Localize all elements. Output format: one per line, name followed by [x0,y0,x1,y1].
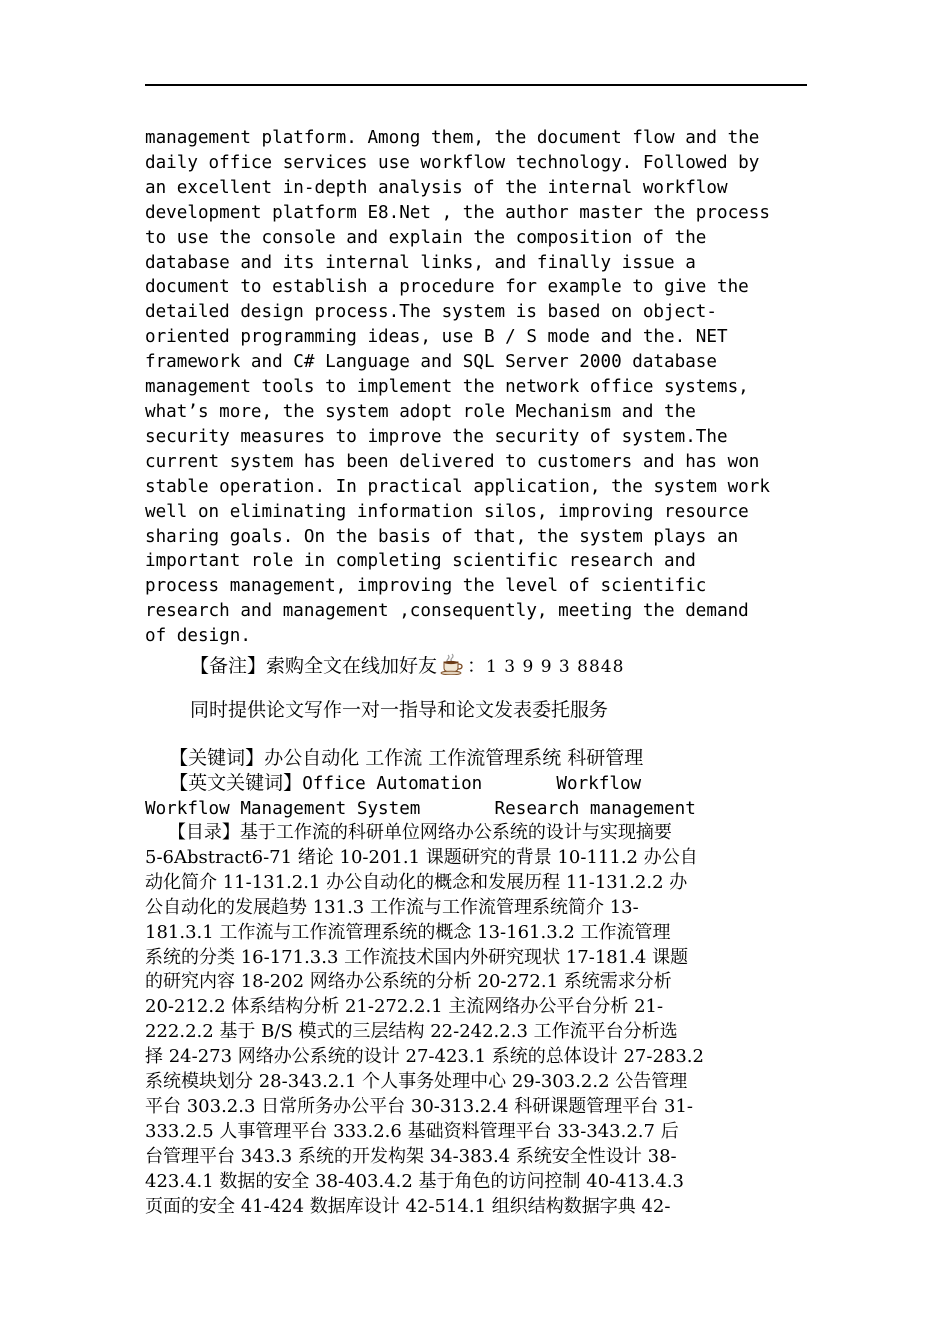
toc-line: 系统的分类 16-171.3.3 工作流技术国内外研究现状 17-181.4 课题 [145,946,689,968]
note-label: 【备注】索购全文在线加好友 [190,655,438,677]
toc-line: 5-6Abstract6-71 绪论 10-201.1 课题研究的背景 10-111.2 办公自 [145,846,698,868]
abstract-line: important role in completing scientific research and [145,551,696,572]
toc-line: 择 24-273 网络办公系统的设计 27-423.1 系统的总体设计 27-283.2 [145,1046,704,1068]
cn-keywords-value: 办公自动化 工作流 工作流管理系统 科研管理 [264,747,644,769]
abstract-line: oriented programming ideas, use B / S mode and the. NET [145,327,728,348]
abstract-line: well on eliminating information silos, improving resource [145,501,749,522]
toc-line: 181.3.1 工作流与工作流管理系统的概念 13-161.3.2 工作流管理 [145,921,671,943]
cn-keywords-label: 【关键词】 [169,747,265,769]
abstract-line: management tools to implement the network office systems, [145,377,749,398]
abstract-line: process management, improving the level of scientific [145,576,707,597]
keywords-section [145,746,815,822]
toc-line: 平台 303.2.3 日常所务办公平台 30-313.2.4 科研课题管理平台 31- [145,1095,693,1117]
abstract-line: management platform. Among them, the document flow and the [145,128,760,148]
note-separator: ： [467,655,487,677]
toc-line: 动化简介 11-131.2.1 办公自动化的概念和发展历程 11-131.2.2 办 [145,871,688,893]
toc-line: 【目录】基于工作流的科研单位网络办公系统的设计与实现摘要 [145,822,672,843]
cn-keywords-line [145,746,815,771]
abstract-line: security measures to improve the security of system.The [145,426,728,447]
abstract-line: detailed design process.The system is based on object- [145,302,717,323]
abstract-line: daily office services use workflow technology. Followed by [145,152,760,173]
toc-line: 20-212.2 体系结构分析 21-272.2.1 主流网络办公平台分析 21- [145,996,664,1018]
toc-line: 页面的安全 41-424 数据库设计 42-514.1 组织结构数据字典 42- [145,1195,671,1217]
toc-line: 系统模块划分 28-343.2.1 个人事务处理中心 29-303.2.2 公告管理 [145,1071,688,1093]
service-text: 同时提供论文写作一对一指导和论文发表委托服务 [190,699,609,721]
abstract-line: research and management ,consequently, meeting the demand [145,601,749,622]
abstract-line: current system has been delivered to customers and has won [145,451,760,472]
abstract-line: document to establish a procedure for example to give the [145,277,749,298]
toc-line: 的研究内容 18-202 网络办公系统的分析 20-272.1 系统需求分析 [145,971,672,993]
contact-phone: 1 3 9 9 3 8848 [486,657,625,677]
en-keywords-value-2: Workflow Management System Research management [145,799,696,819]
table-of-contents [145,821,815,1220]
en-keywords-label: 【英文关键词】 [169,772,303,794]
abstract-line: what’s more, the system adopt role Mechanism and the [145,401,696,422]
abstract-line: an excellent in-depth analysis of the internal workflow [145,177,728,198]
toc-line: 公自动化的发展趋势 131.3 工作流与工作流管理系统简介 13- [145,896,639,918]
english-abstract [145,126,810,649]
toc-line: 423.4.1 数据的安全 38-403.4.2 基于角色的访问控制 40-413.4.3 [145,1170,684,1192]
abstract-line: to use the console and explain the composition of the [145,227,707,248]
abstract-line: sharing goals. On the basis of that, the system plays an [145,526,739,547]
toc-line: 333.2.5 人事管理平台 333.2.6 基础资料管理平台 33-343.2.7 后 [145,1120,679,1142]
abstract-line: of design. [145,626,251,647]
en-keywords-value-1: Office Automation Workflow [302,774,642,794]
contact-note [190,653,624,682]
abstract-line: database and its internal links, and finally issue a [145,252,696,273]
en-keywords-line [145,771,815,797]
toc-line: 台管理平台 343.3 系统的开发构架 34-383.4 系统安全性设计 38- [145,1145,677,1167]
abstract-line: framework and C# Language and SQL Server 2000 database [145,352,717,373]
abstract-line: stable operation. In practical application, the system work [145,476,770,497]
abstract-line: development platform E8.Net , the author master the process [145,202,770,223]
coffee-cup-icon [439,653,465,682]
toc-line: 222.2.2 基于 B/S 模式的三层结构 22-242.2.3 工作流平台分析选 [145,1021,678,1043]
header-rule [145,84,807,86]
